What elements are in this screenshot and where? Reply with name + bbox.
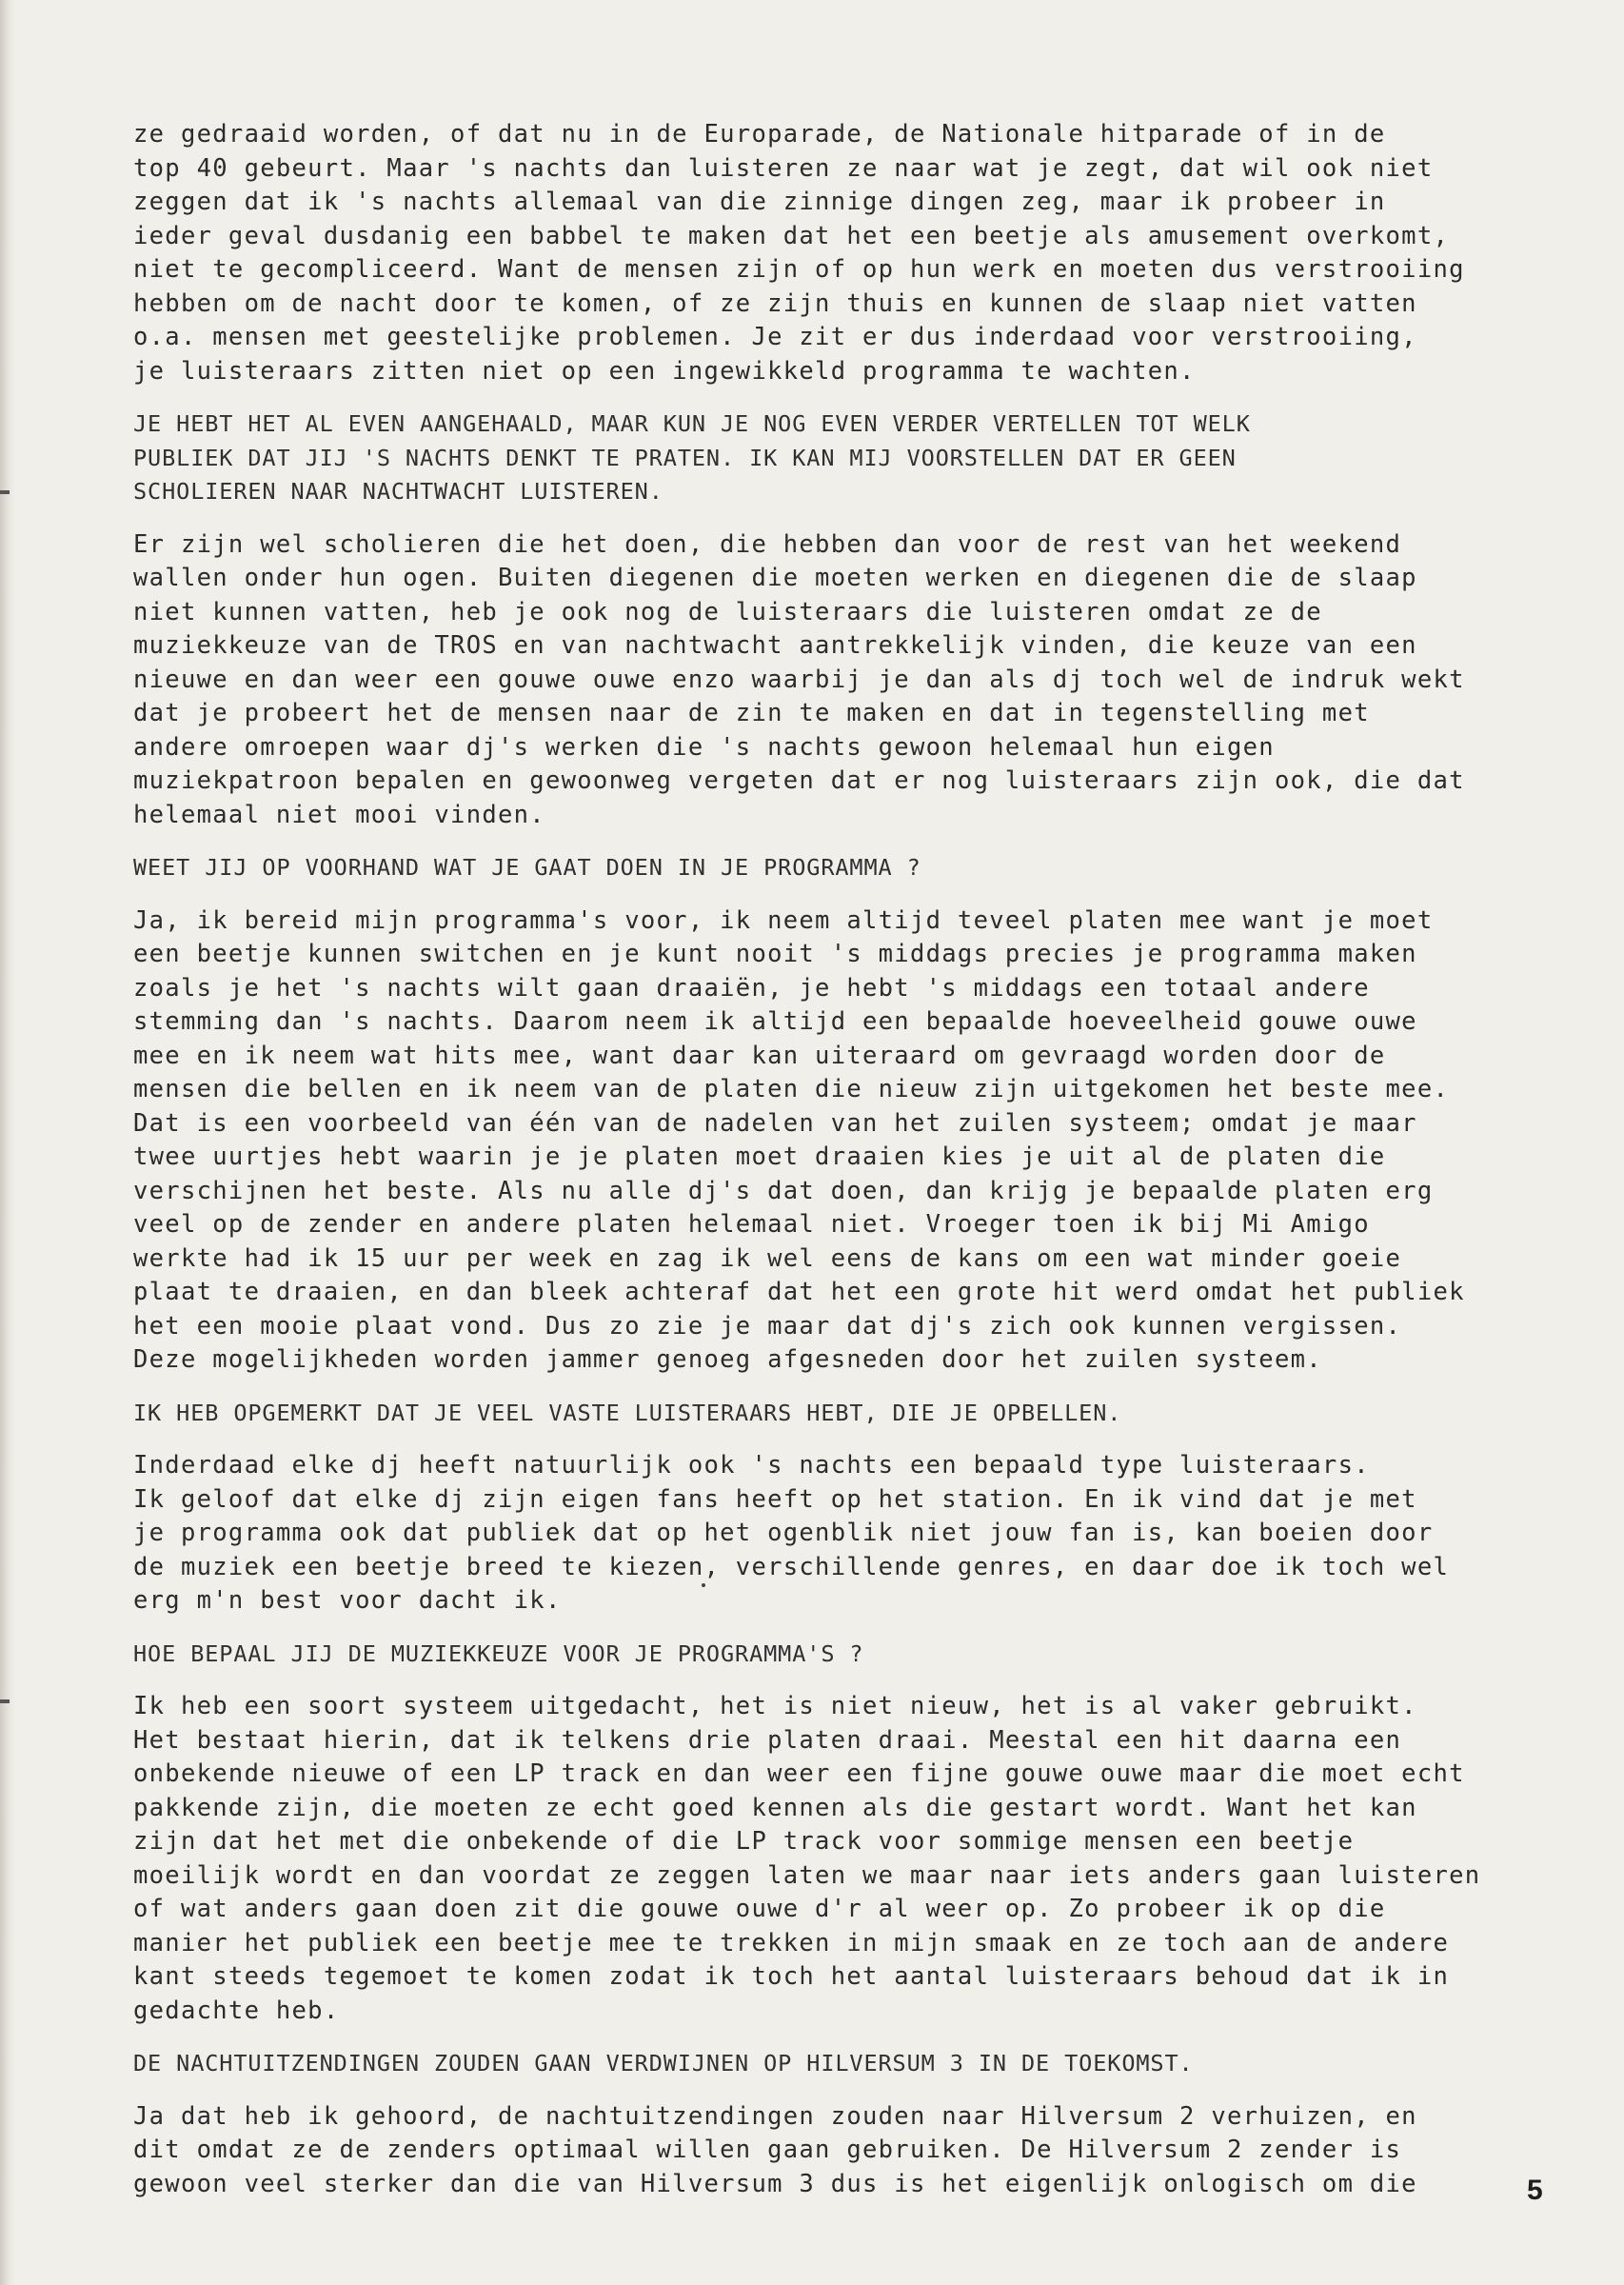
binding-staple-mark [0,1699,10,1703]
answer-paragraph: Inderdaad elke dj heeft natuurlijk ook 's nachts een bepaald type luisteraars. Ik geloof dat elke dj zijn eigen fans heeft op het station. En ik vind dat je met je programma ook dat publiek dat op het ogenblik niet jouw fan is, kan boeien door de muziek een beetje breed te kiezen, verschillende genres, en daar doe ik toch wel erg m'n best voor dacht ik. [133,1451,1450,1615]
answer-paragraph: Ja, ik bereid mijn programma's voor, ik neem altijd teveel platen mee want je moet een beetje kunnen switchen en je kunt nooit 's middags precies je programma maken zoals je het 's nachts wilt gaan draaiën, je hebt 's middags een totaal andere stemming dan 's nachts. Daarom neem ik altijd een bepaalde hoeveelheid gouwe ouwe mee en ik neem wat hits mee, want daar kan uiteraard om gevraagd worden door de mensen die bellen en ik neem van de platen die nieuw zijn uitgekomen het beste mee. Dat is een voorbeeld van één van de nadelen van het zuilen systeem; omdat je maar twee uurtjes hebt waarin je je platen moet draaien kies je uit al de platen die verschijnen het beste. Als nu alle dj's dat doen, dan krijg je bepaalde platen erg veel op de zender en andere platen helemaal niet. Vroeger toen ik bij Mi Amigo werkte had ik 15 uur per week en zag ik wel eens de kans om een wat minder goeie plaat te draaien, en dan bleek achteraf dat het een grote hit werd omdat het publiek het een mooie plaat vond. Dus zo zie je maar dat dj's zich ook kunnen vergissen. Deze mogelijkheden worden jammer genoeg afgesneden door het zuilen systeem. [133,905,1465,1374]
interview-question: DE NACHTUITZENDINGEN ZOUDEN GAAN VERDWIJNEN OP HILVERSUM 3 IN DE TOEKOMST. [133,2050,1194,2076]
page-number: 5 [1527,2175,1543,2206]
answer-paragraph: Ik heb een soort systeem uitgedacht, het is niet nieuw, het is al vaker gebruikt. Het bestaat hierin, dat ik telkens drie platen draai. Meestal een hit daarna een onbekende nieuwe of een LP track en dan weer een fijne gouwe ouwe maar die moet echt pakkende zijn, die moeten ze echt goed kennen als die gestart wordt. Want het kan zijn dat het met die onbekende of die LP track voor sommige mensen een beetje moeilijk wordt en dan voordat ze zeggen laten we maar naar iets anders gaan luisteren of wat anders gaan doen zit die gouwe ouwe d'r al weer op. Zo probeer ik op die manier het publiek een beetje mee te trekken in mijn smaak en ze toch aan de andere kant steeds tegemoet te komen zodat ik toch het aantal luisteraars behoud dat ik in gedachte heb. [133,1692,1481,2025]
interview-question: WEET JIJ OP VOORHAND WAT JE GAAT DOEN IN JE PROGRAMMA ? [133,854,921,881]
page-binding-edge [0,0,15,2285]
interview-question: JE HEBT HET AL EVEN AANGEHAALD, MAAR KUN JE NOG EVEN VERDER VERTELLEN TOT WELK PUBLIEK DAT JIJ 'S NACHTS DENKT TE PRATEN. IK KAN MIJ VOORSTELLEN DAT ER GEEN SCHOLIEREN NAAR NACHTWACHT LUISTEREN. [133,410,1251,505]
answer-paragraph: ze gedraaid worden, of dat nu in de Europarade, de Nationale hitparade of in de top 40 gebeurt. Maar 's nachts dan luisteren ze naar wat je zegt, dat wil ook niet zeggen dat ik 's nachts allemaal van die zinnige dingen zeg, maar ik probeer in ieder geval dusdanig een babbel te maken dat het een beetje als amusement overkomt, niet te gecompliceerd. Want de mensen zijn of op hun werk en moeten dus verstrooiing hebben om de nacht door te komen, of ze zijn thuis en kunnen de slaap niet vatten o.a. mensen met geestelijke problemen. Je zit er dus inderdaad voor verstrooiing, je luisteraars zitten niet op een ingewikkeld programma te wachten. [133,120,1465,386]
binding-staple-mark [0,490,10,494]
interview-page [133,118,1561,2220]
interview-question: HOE BEPAAL JIJ DE MUZIEKKEUZE VOOR JE PROGRAMMA'S ? [133,1639,864,1667]
interview-question: IK HEB OPGEMERKT DAT JE VEEL VASTE LUISTERAARS HEBT, DIE JE OPBELLEN. [133,1399,1122,1426]
print-speck [702,1583,705,1587]
answer-paragraph: Ja dat heb ik gehoord, de nachtuitzendingen zouden naar Hilversum 2 verhuizen, en dit omdat ze de zenders optimaal willen gaan gebruiken. De Hilversum 2 zender is gewoon veel sterker dan die van Hilversum 3 dus is het eigenlijk onlogisch om die [133,2101,1417,2198]
answer-paragraph: Er zijn wel scholieren die het doen, die hebben dan voor de rest van het weekend wallen onder hun ogen. Buiten diegenen die moeten werken en diegenen die de slaap niet kunnen vatten, heb je ook nog de luisteraars die luisteren omdat ze de muziekkeuze van de TROS en van nachtwacht aantrekkelijk vinden, die keuze van een nieuwe en dan weer een gouwe ouwe enzo waarbij je dan als dj toch wel de indruk wekt dat je probeert het de mensen naar de zin te maken en dat in tegenstelling met andere omroepen waar dj's werken die 's nachts gewoon helemaal hun eigen muziekpatroon bepalen en gewoonweg vergeten dat er nog luisteraars zijn ook, die dat helemaal niet mooi vinden. [133,529,1465,829]
